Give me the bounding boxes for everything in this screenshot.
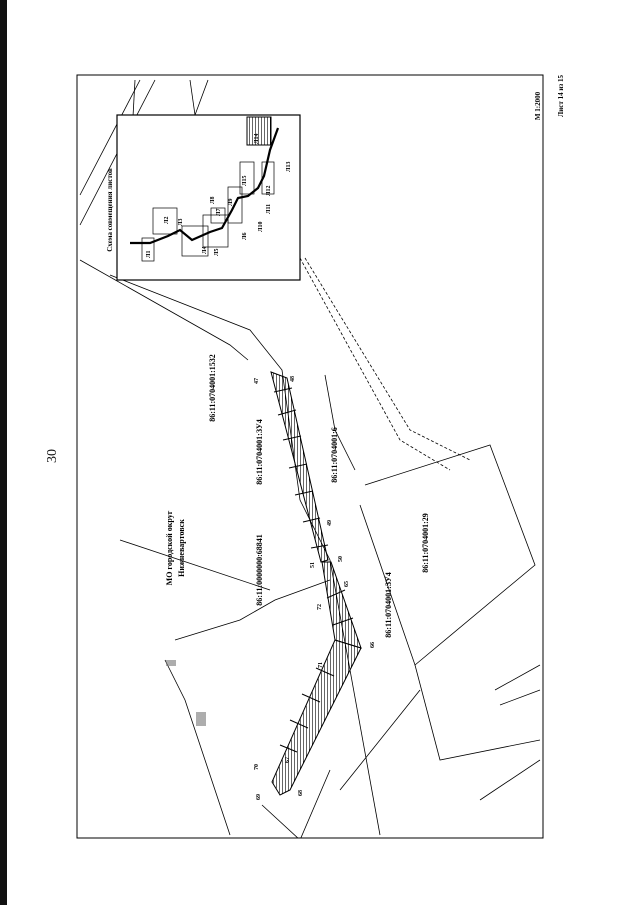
point-label: 51	[310, 562, 316, 568]
point-label: 66	[370, 642, 376, 648]
inset-title: Схема совмещения листов	[106, 168, 114, 252]
inset-sheet-label: Л2	[164, 216, 170, 224]
boundary-line	[175, 580, 330, 640]
inset-sheet-label: Л14	[254, 133, 260, 144]
inset-sheet-label: Л9	[228, 198, 234, 206]
point-label: 72	[317, 604, 323, 610]
parcel-label-zu4-lower: 86:11:0704001:ЗУ4	[384, 572, 393, 638]
municipality-line2: Нижневартовск	[177, 519, 186, 577]
point-label: 65	[344, 581, 350, 587]
corridor-upper	[271, 372, 328, 562]
inset-sheet-label: Л11	[266, 203, 272, 214]
corridor-lower	[272, 640, 361, 795]
boundary-line	[190, 80, 208, 115]
boundary-line	[500, 690, 540, 705]
inset-sheet-label: Л6	[242, 232, 248, 240]
point-label: 49	[327, 520, 333, 526]
inset-sheet-label: Л7	[216, 208, 222, 216]
page-number: 30	[45, 449, 60, 463]
boundary-line	[110, 275, 380, 835]
point-label: 70	[254, 764, 260, 770]
inset-sheet-label: Л5	[214, 248, 220, 256]
inset-sheet-label: Л13	[286, 161, 292, 172]
point-label: 69	[256, 794, 262, 800]
inset-sheet-label: Л8	[210, 196, 216, 204]
scale-label: М 1:2000	[534, 91, 542, 121]
parcel-label-zu4-upper: 86:11:0704001:ЗУ4	[255, 419, 264, 485]
point-label: 71	[318, 662, 324, 668]
municipality-line1: МО городской округ	[165, 510, 174, 586]
sheet-counter: Лист 14 из 15	[557, 75, 565, 117]
boundary-line	[262, 805, 300, 840]
boundary-line	[415, 665, 540, 760]
boundary-line	[120, 540, 270, 590]
scan-noise	[196, 712, 206, 726]
parcel-label-6: 86:11:0704001:6	[330, 427, 339, 483]
point-label: 48	[290, 376, 296, 382]
boundary-line	[480, 760, 540, 800]
point-label: 47	[254, 378, 260, 384]
inset-sheet-label: Л4	[202, 246, 208, 254]
scan-noise	[166, 660, 176, 666]
parcel-label-1532: 86:11:0704001:1532	[208, 354, 217, 422]
corridor-middle	[322, 562, 361, 648]
inset-sheet-label: Л3	[178, 218, 184, 226]
inset-sheet-label: Л1	[146, 250, 152, 258]
boundary-line	[495, 665, 540, 690]
inset-sheet-label: Л12	[266, 185, 272, 196]
inset-sheet-label: Л10	[258, 221, 264, 232]
boundary-line	[340, 690, 420, 790]
boundary-line	[300, 258, 450, 470]
inset-scheme	[106, 115, 300, 280]
inset-frame	[117, 115, 300, 280]
parcel-label-68841: 86:11:0000000:68841	[255, 534, 264, 606]
boundary-line	[300, 770, 330, 840]
boundary-line	[165, 660, 230, 835]
point-label: 67	[285, 757, 291, 763]
parcel-label-29: 86:11:0704001:29	[421, 513, 430, 573]
point-label: 68	[298, 790, 304, 796]
point-label: 50	[338, 556, 344, 562]
inset-sheet-label: Л15	[242, 175, 248, 186]
